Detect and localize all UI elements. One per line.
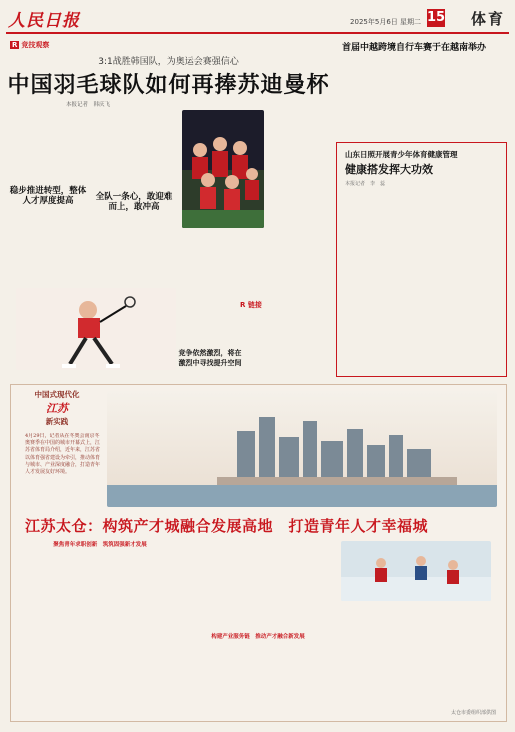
skating-photo	[341, 541, 491, 601]
lead-column-2-bottom	[94, 218, 174, 284]
newspaper-logo: 人民日报	[8, 11, 80, 31]
feature-brand-line-1: 中国式现代化	[34, 390, 80, 399]
feature-lead-text: 4月29日，记者从在冬奥会南京冬奥赛季在中国的城市开幕式上，江苏省体育局介绍，近年来，江苏省以体育强省建设为牵引，推动体育与城市、产业深度融合，打造青年人才发展友好环境。	[25, 433, 101, 476]
side-article-health-byline: 本报记者 李 蕊	[345, 181, 386, 187]
team-photo	[182, 110, 264, 228]
side-article-health-body-2	[425, 189, 499, 371]
feature-column-2	[183, 541, 333, 631]
lead-headline: 中国羽毛球队如何再捧苏迪曼杯	[7, 73, 330, 98]
issue-date: 2025年5月6日 星期二	[350, 18, 421, 26]
feature-title: 江苏太仓：构筑产才城融合发展高地 打造青年人才幸福城	[25, 517, 429, 535]
lead-column-2-top	[94, 110, 174, 170]
feature-brand-line-2: 江苏	[46, 402, 68, 415]
feature-column-1b	[25, 647, 175, 713]
kicker-tag: R	[12, 41, 18, 49]
side-article-cycling-body-2	[428, 58, 506, 132]
side-article-cycling-body	[342, 58, 424, 132]
lead-subhead: 3:1战胜韩国队，为奥运会赛强信心	[98, 57, 239, 67]
link-box	[240, 300, 332, 372]
page-number: 15	[427, 10, 446, 25]
side-article-health-kicker: 山东日照开展青少年体育健康管理	[345, 150, 458, 159]
lead-subheading-2: 全队一条心，敢迎难而上，敢冲高	[95, 192, 173, 212]
lead-column-1-top	[10, 110, 88, 186]
feature-section-2: 构建产业服务链 推动产才融合新发展	[211, 634, 305, 640]
feature-column-3	[341, 607, 491, 713]
masthead	[6, 6, 509, 34]
feature-column-2b	[183, 645, 333, 713]
city-photo	[107, 391, 497, 507]
kicker	[10, 40, 49, 50]
lead-subheading-1: 稳步推进转型，整体人才厚度提高	[9, 186, 87, 206]
lead-column-1-bottom	[10, 212, 88, 284]
side-article-cycling-title: 首届中越跨境自行车赛于在越南举办	[342, 43, 487, 53]
section-name: 体育	[470, 10, 505, 28]
side-article-cycling	[338, 36, 509, 136]
feature-photo-credit: 太仓市委组织部供图	[450, 710, 496, 716]
link-box-title: R 链接	[240, 301, 262, 309]
side-article-health-body-1	[345, 189, 419, 371]
link-box-body	[240, 312, 332, 370]
kicker-label: 竞技观察	[21, 41, 50, 49]
feature-brand-line-3: 新实践	[45, 417, 69, 426]
jiangsu-feature	[10, 384, 507, 722]
side-article-health	[336, 142, 507, 377]
player-photo	[16, 288, 176, 370]
feature-section-1: 聚焦青年求职创新 筑筑固强新才发展	[53, 542, 147, 548]
lead-subheading-3: 竞争依然激烈，将在激烈中寻找提升空间	[178, 349, 242, 367]
lead-byline: 本报记者 韩庆飞	[66, 102, 111, 108]
side-article-health-title: 健康搭发挥大功效	[345, 163, 433, 176]
feature-column-1	[25, 553, 175, 643]
